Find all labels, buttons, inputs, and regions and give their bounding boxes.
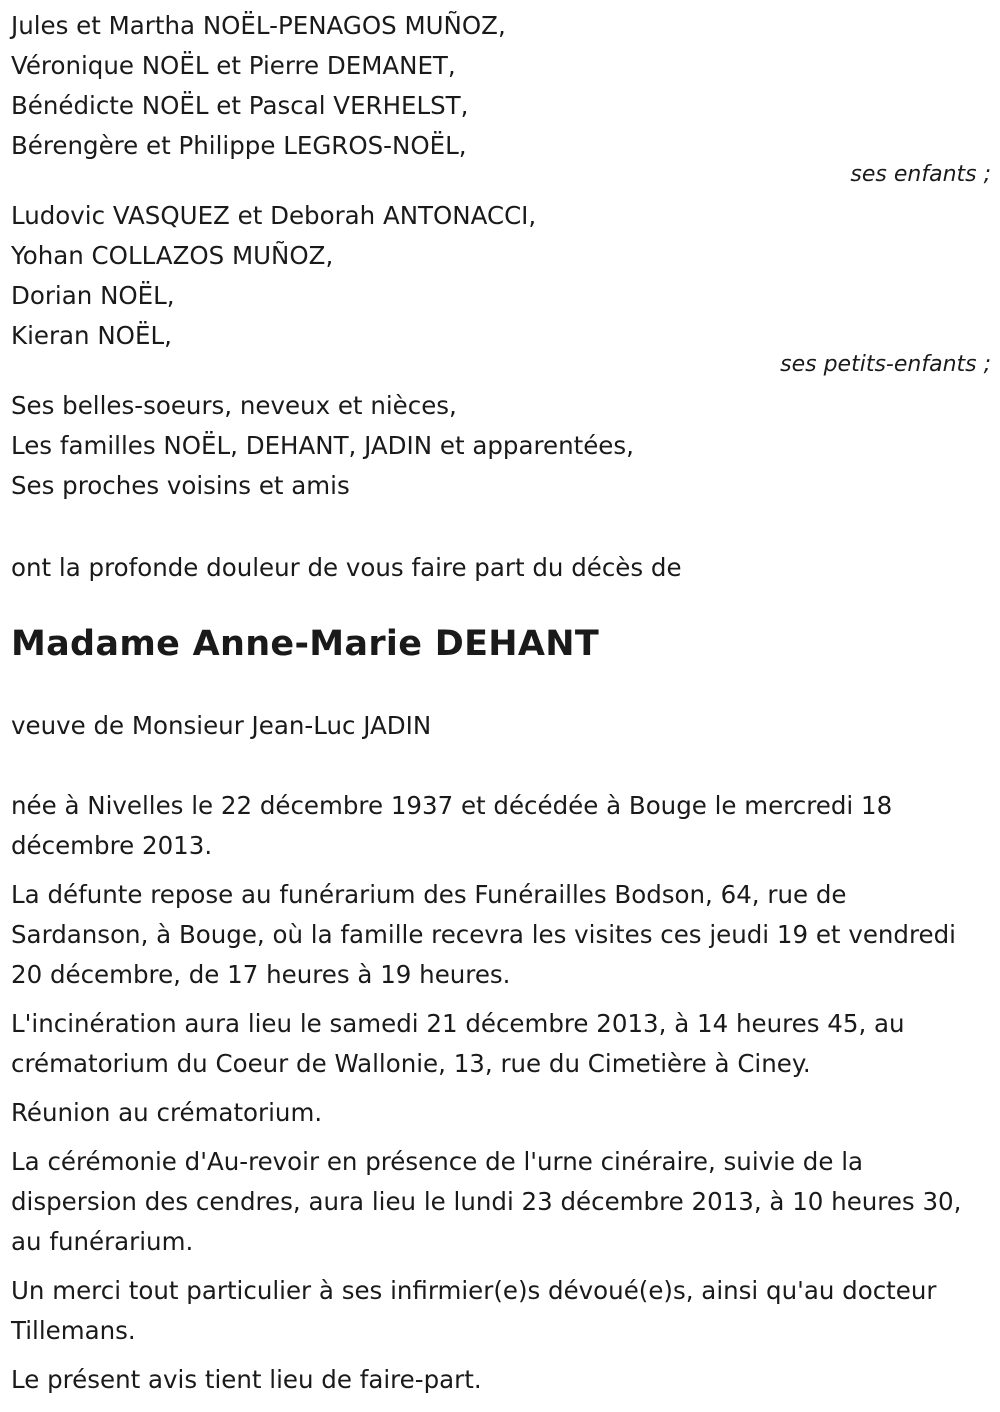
grandchildren-role: ses petits-enfants ;: [780, 352, 991, 377]
grandchild-line: Ludovic VASQUEZ et Deborah ANTONACCI,: [11, 201, 537, 230]
children-role: ses enfants ;: [850, 162, 991, 187]
thanks-paragraph: Un merci tout particulier à ses infirmier(e)s dévoué(e)s, ainsi qu'au docteur Tillemans.: [11, 1276, 937, 1345]
relatives-line: Les familles NOËL, DEHANT, JADIN et apparentées,: [11, 431, 634, 460]
grandchild-line: Dorian NOËL,: [11, 281, 175, 310]
other-relatives-group: [11, 386, 991, 506]
cremation-paragraph: L'incinération aura lieu le samedi 21 décembre 2013, à 14 heures 45, au crématorium du Coeur de Wallonie, 13, rue du Cimetière à Ciney.: [11, 1009, 905, 1078]
notice-paragraph: Le présent avis tient lieu de faire-part.: [11, 1365, 482, 1394]
ceremony-paragraph: La cérémonie d'Au-revoir en présence de l'urne cinéraire, suivie de la dispersion des cendres, aura lieu le lundi 23 décembre 2013, à 10 heures 30, au funérarium.: [11, 1147, 962, 1256]
birth-death-paragraph: née à Nivelles le 22 décembre 1937 et décédée à Bouge le mercredi 18 décembre 2013.: [11, 791, 893, 860]
details: [11, 786, 991, 1400]
relatives-line: Ses belles-soeurs, neveux et nièces,: [11, 391, 457, 420]
meeting-paragraph: Réunion au crématorium.: [11, 1098, 323, 1127]
children-group: [11, 6, 991, 188]
deceased-name: Madame Anne-Marie DEHANT: [11, 624, 600, 664]
child-line: Bénédicte NOËL et Pascal VERHELST,: [11, 91, 469, 120]
grandchildren-group: [11, 196, 991, 378]
widow-of: veuve de Monsieur Jean-Luc JADIN: [11, 711, 432, 740]
death-notice: [11, 6, 991, 1409]
child-line: Bérengère et Philippe LEGROS-NOËL,: [11, 131, 467, 160]
relatives-line: Ses proches voisins et amis: [11, 471, 350, 500]
grandchild-line: Yohan COLLAZOS MUÑOZ,: [11, 241, 334, 270]
announcement-intro: ont la profonde douleur de vous faire part du décès de: [11, 553, 682, 582]
child-line: Véronique NOËL et Pierre DEMANET,: [11, 51, 456, 80]
viewing-paragraph: La défunte repose au funérarium des Funérailles Bodson, 64, rue de Sardanson, à Bouge, où la famille recevra les visites ces jeudi 19 et vendredi 20 décembre, de 17 heures à 19 heures.: [11, 880, 956, 989]
grandchild-line: Kieran NOËL,: [11, 321, 172, 350]
child-line: Jules et Martha NOËL-PENAGOS MUÑOZ,: [11, 11, 506, 40]
